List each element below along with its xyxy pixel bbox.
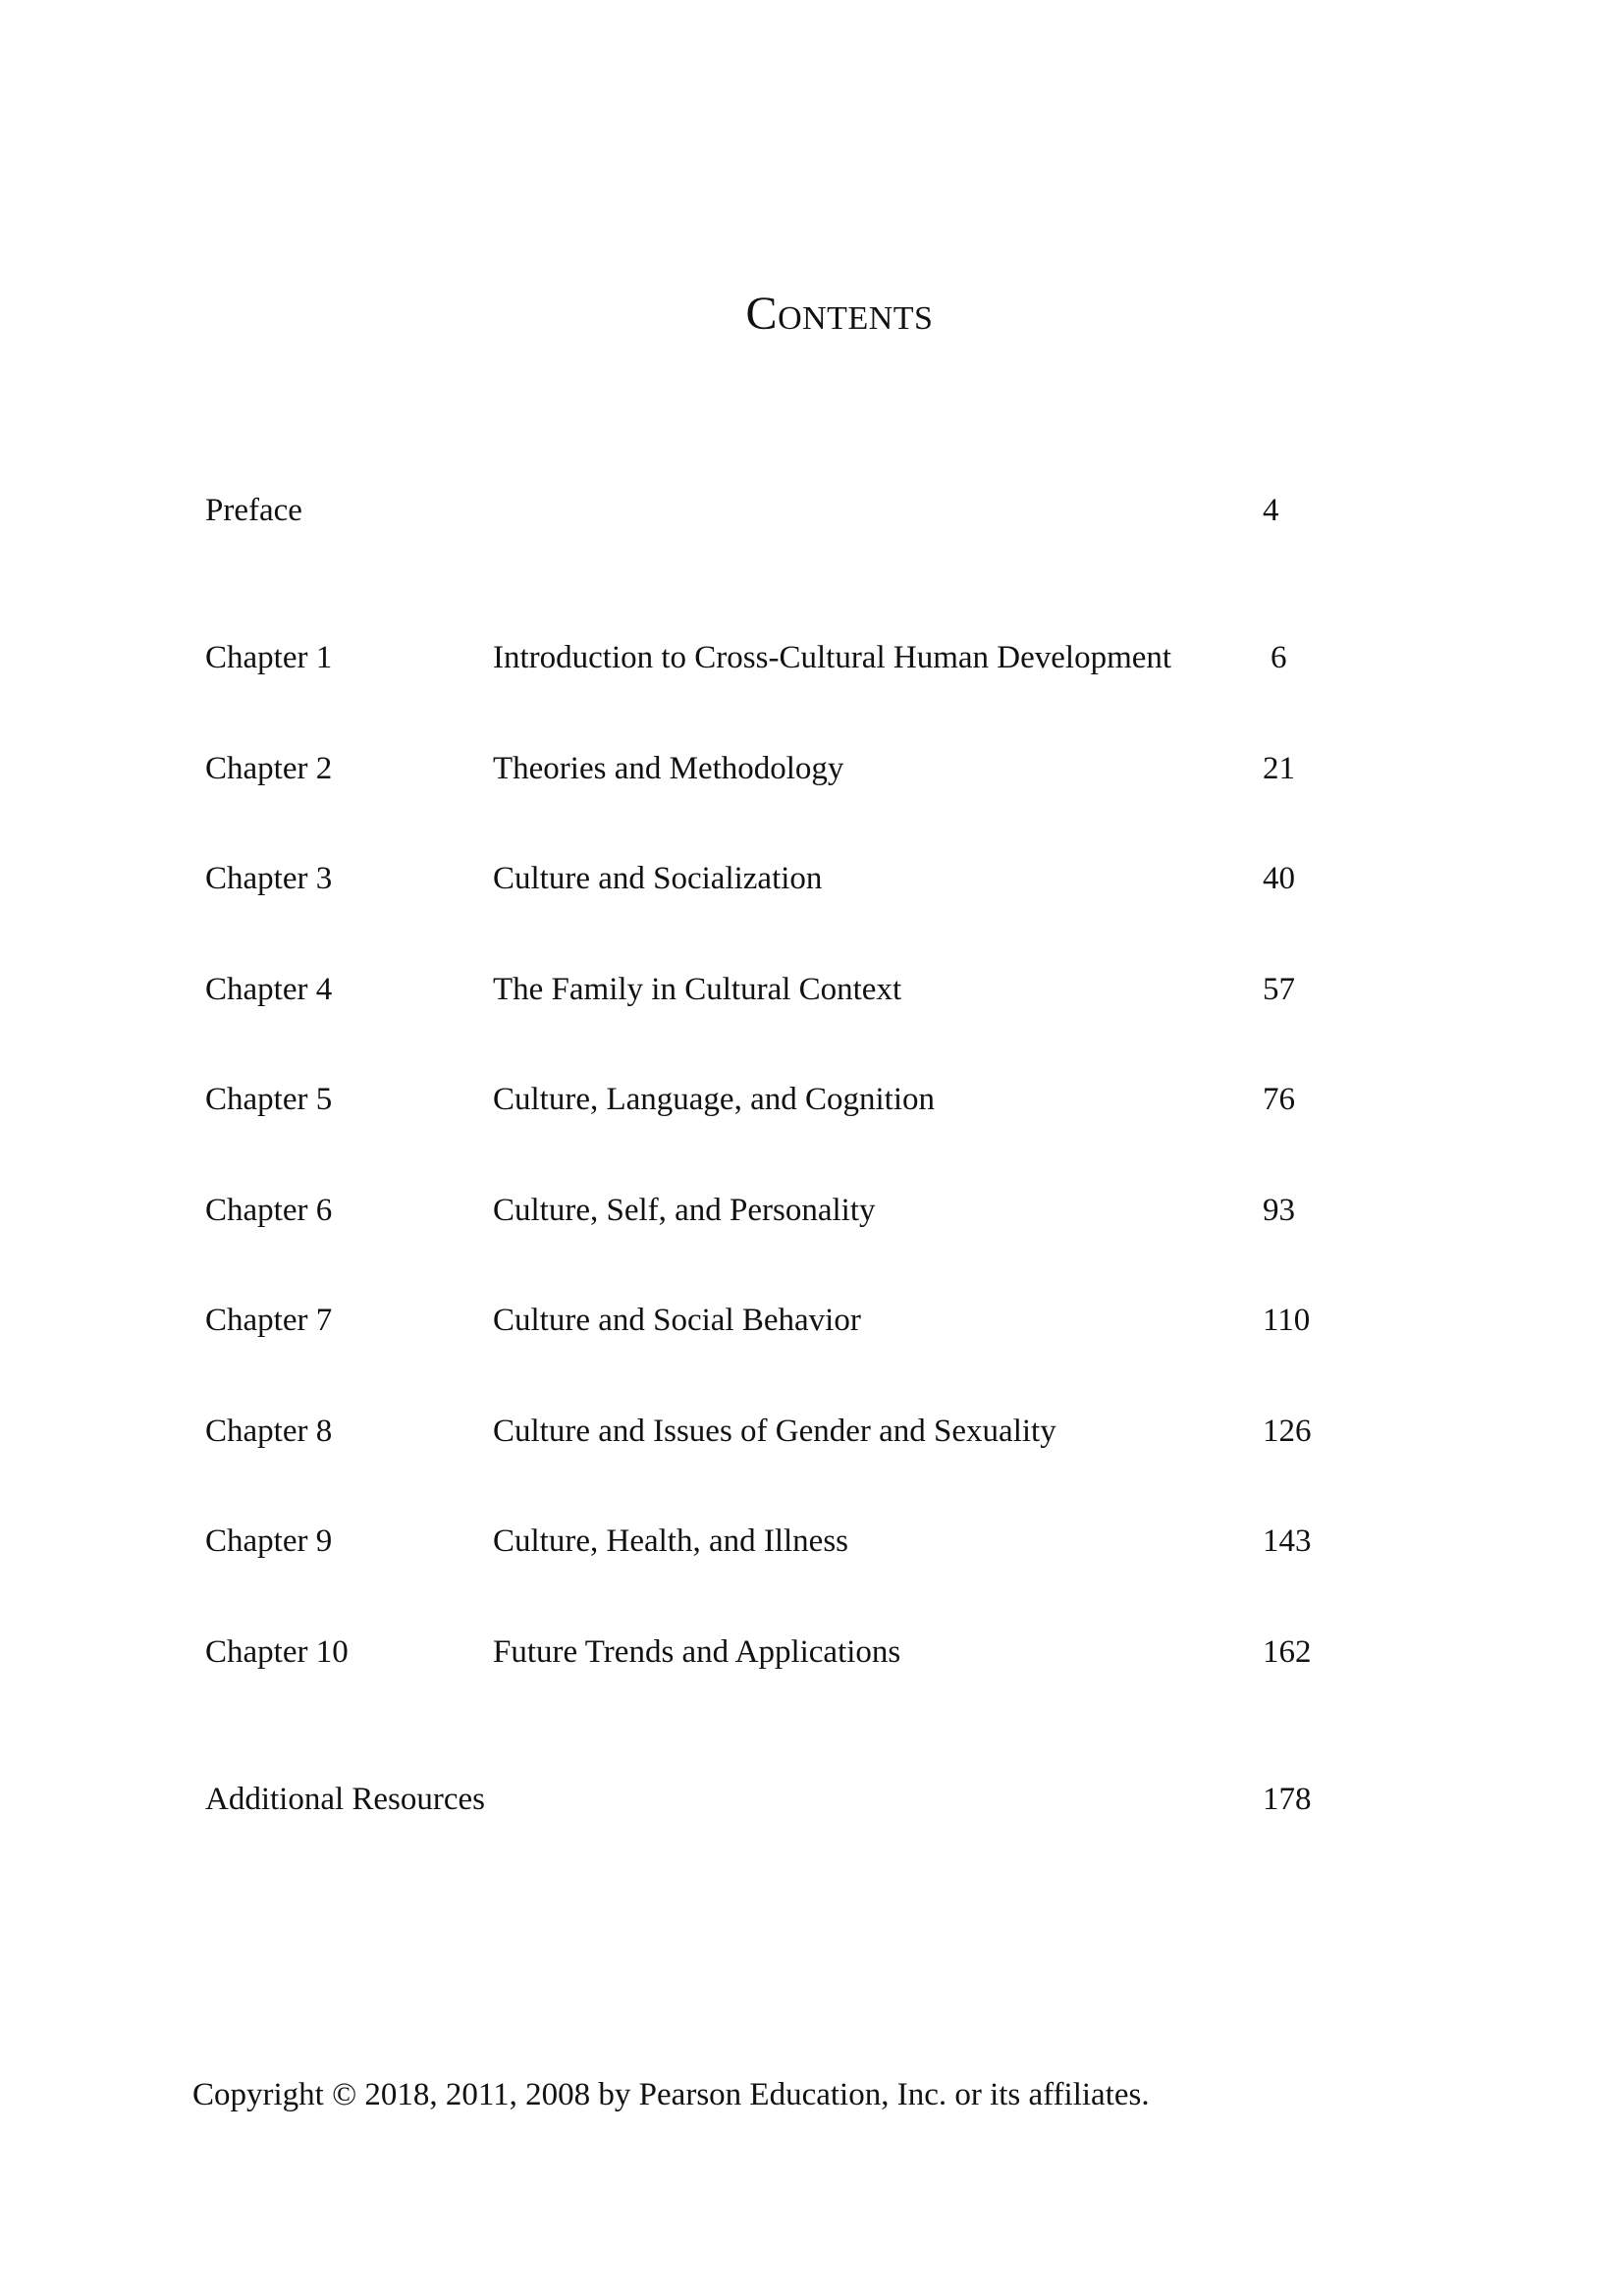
toc-chapter-title: Culture and Social Behavior bbox=[493, 1303, 861, 1338]
toc-label: Chapter 8 bbox=[205, 1414, 333, 1449]
toc-label: Chapter 2 bbox=[205, 751, 333, 786]
toc-chapter-title: Theories and Methodology bbox=[493, 751, 844, 786]
toc-page-number: 76 bbox=[1263, 1082, 1295, 1117]
toc-label: Chapter 10 bbox=[205, 1634, 349, 1670]
copyright-notice: Copyright © 2018, 2011, 2008 by Pearson Education, Inc. or its affiliates. bbox=[192, 2077, 1150, 2112]
toc-chapter-title: Culture, Health, and Illness bbox=[493, 1523, 849, 1559]
toc-page-number: 21 bbox=[1263, 751, 1295, 786]
toc-page-number: 6 bbox=[1271, 640, 1287, 675]
toc-page-number: 57 bbox=[1263, 972, 1295, 1007]
toc-label: Chapter 6 bbox=[205, 1193, 333, 1228]
toc-row-chapter-2[interactable] bbox=[0, 747, 1623, 790]
toc-label: Chapter 3 bbox=[205, 861, 333, 896]
toc-page-number: 110 bbox=[1263, 1303, 1311, 1338]
toc-label: Chapter 1 bbox=[205, 640, 333, 675]
toc-chapter-title: Future Trends and Applications bbox=[493, 1634, 901, 1670]
toc-chapter-title: Culture, Self, and Personality bbox=[493, 1193, 876, 1228]
toc-row-chapter-7[interactable] bbox=[0, 1299, 1623, 1342]
toc-page-number: 4 bbox=[1263, 493, 1279, 528]
toc-chapter-title: Culture, Language, and Cognition bbox=[493, 1082, 935, 1117]
page-title: Contents bbox=[745, 288, 934, 340]
toc-chapter-title: The Family in Cultural Context bbox=[493, 972, 902, 1007]
toc-row-chapter-5[interactable] bbox=[0, 1078, 1623, 1121]
toc-label: Chapter 4 bbox=[205, 972, 333, 1007]
toc-page-number: 126 bbox=[1263, 1414, 1312, 1449]
toc-row-chapter-9[interactable] bbox=[0, 1520, 1623, 1563]
toc-row-chapter-6[interactable] bbox=[0, 1189, 1623, 1232]
toc-label: Chapter 9 bbox=[205, 1523, 333, 1559]
toc-row-chapter-10[interactable] bbox=[0, 1630, 1623, 1674]
toc-chapter-title: Culture and Socialization bbox=[493, 861, 823, 896]
toc-row-chapter-8[interactable] bbox=[0, 1410, 1623, 1453]
toc-label: Preface bbox=[205, 493, 302, 528]
toc-page-number: 143 bbox=[1263, 1523, 1312, 1559]
toc-label: Additional Resources bbox=[205, 1782, 486, 1817]
toc-row-preface[interactable] bbox=[0, 489, 1623, 532]
toc-page-number: 178 bbox=[1263, 1782, 1312, 1817]
toc-row-chapter-3[interactable] bbox=[0, 857, 1623, 900]
toc-chapter-title: Introduction to Cross-Cultural Human Development bbox=[493, 640, 1172, 675]
toc-chapter-title: Culture and Issues of Gender and Sexuality bbox=[493, 1414, 1056, 1449]
toc-row-additional-resources[interactable] bbox=[0, 1778, 1623, 1821]
toc-row-chapter-1[interactable] bbox=[0, 636, 1623, 679]
toc-page-number: 162 bbox=[1263, 1634, 1312, 1670]
toc-page-number: 93 bbox=[1263, 1193, 1295, 1228]
toc-label: Chapter 5 bbox=[205, 1082, 333, 1117]
toc-row-chapter-4[interactable] bbox=[0, 968, 1623, 1011]
toc-page-number: 40 bbox=[1263, 861, 1295, 896]
toc-label: Chapter 7 bbox=[205, 1303, 333, 1338]
